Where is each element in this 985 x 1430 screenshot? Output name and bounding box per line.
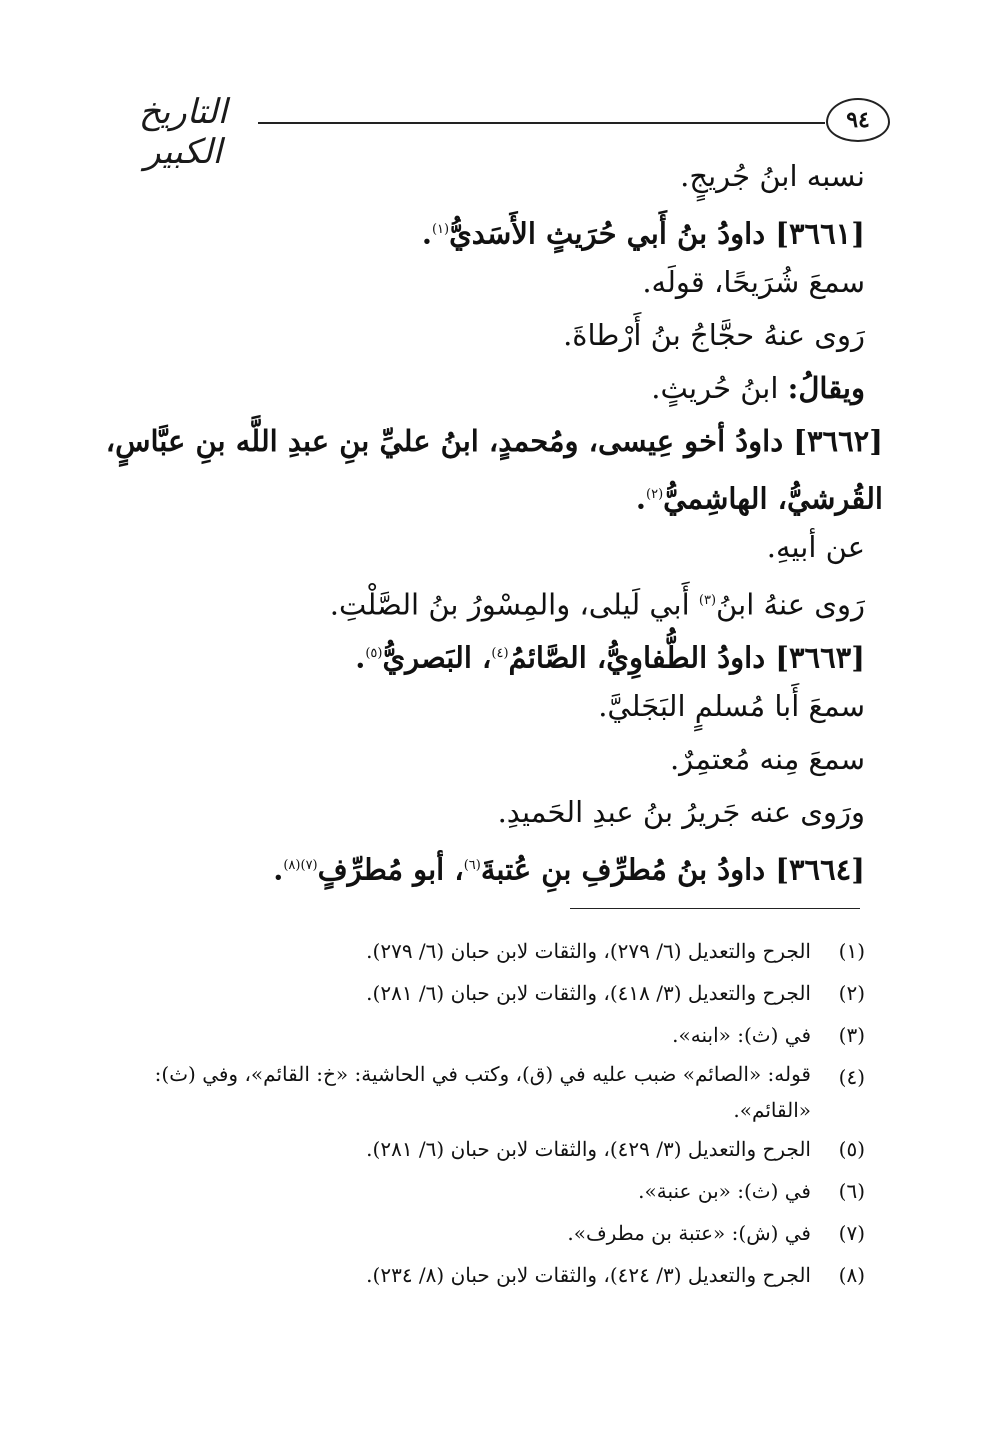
entry-3663: [٣٦٦٣] داودُ الطُّفاوِيُّ، الصَّائمُ$^{(٤)}$، البَصريُّ$^{(٥)}$. — [355, 640, 865, 675]
entry-3662: [٣٦٦٢] داودُ أخو عِيسى، ومُحمدٍ، ابنُ عليِّ بنِ عبدِ اللَّه بنِ عبَّاسٍ، — [105, 424, 883, 458]
footnote-item: (٨) الجرح والتعديل (٣/ ٤٢٤)، والثقات لابن حبان (٨/ ٢٣٤). — [366, 1263, 865, 1287]
text-line: سمعَ مِنه مُعتمِرٌ. — [669, 742, 865, 776]
text-line: رَوى عنهُ حجَّاجُ بنُ أَرْطاةَ. — [563, 318, 865, 352]
footnote-ref: (٧)(٨) — [283, 858, 318, 873]
text-line: ويقالُ: ابنُ حُريثٍ. — [651, 371, 865, 405]
footnote-ref: (١) — [431, 222, 450, 237]
page-number-badge — [826, 98, 890, 142]
footnote-item: (١) الجرح والتعديل (٦/ ٢٧٩)، والثقات لابن حبان (٦/ ٢٧٩). — [366, 939, 865, 963]
main-text — [100, 150, 883, 892]
running-title: التاريخ الكبير — [138, 92, 228, 172]
footnote-item: (٦) في (ث): «بن عنبة». — [638, 1179, 865, 1203]
footnotes — [110, 930, 865, 1296]
footnote-separator — [570, 908, 860, 909]
entry-3661: [٣٦٦١] داودُ بنُ أَبي حُرَيثٍ الأَسَديُّ$^{(١)}$. — [421, 216, 865, 251]
text-line: سمعَ شُرَيحًا، قولَه. — [642, 265, 865, 299]
text-line: القُرشيُّ، الهاشِميُّ$^{(٢)}$. — [635, 481, 883, 516]
footnote-item: (٧) في (ش): «عتبة بن مطرف». — [567, 1221, 865, 1245]
footnote-ref: (٣) — [698, 593, 717, 608]
entry-3664: [٣٦٦٤] داودُ بنُ مُطرِّفِ بنِ عُتبةَ$^{(٦)}$، أبو مُطرِّفٍ$^{(٧)(٨)}$. — [273, 852, 865, 887]
text-line: عن أبيهِ. — [766, 530, 865, 564]
footnote-ref: (٤) — [491, 646, 509, 661]
page-number: ٩٤ — [846, 107, 870, 133]
header-rule — [258, 122, 825, 124]
footnote-ref: (٢) — [646, 487, 664, 502]
footnote-item: (٥) الجرح والتعديل (٣/ ٤٢٩)، والثقات لابن حبان (٦/ ٢٨١). — [366, 1137, 865, 1161]
footnote-item: (٤) قوله: «الصائم» ضبب عليه في (ق)، وكتب في الحاشية: «خ: القائم»، وفي (ث): «القائم». — [154, 1062, 865, 1122]
footnote-item: (٢) الجرح والتعديل (٣/ ٤١٨)، والثقات لابن حبان (٦/ ٢٨١). — [366, 981, 865, 1005]
text-line: ورَوى عنه جَريرُ بنُ عبدِ الحَميدِ. — [497, 795, 865, 829]
text-line: سمعَ أَبا مُسلمٍ البَجَليَّ. — [598, 689, 865, 723]
text-line: نسبه ابنُ جُريجٍ. — [680, 159, 865, 193]
footnote-item: (٣) في (ث): «ابنه». — [672, 1023, 865, 1047]
text-line: رَوى عنهُ ابنُ$^{(٣)}$ أَبي لَيلى، والمِسْورُ بنُ الصَّلْتِ. — [329, 587, 865, 622]
footnote-ref: (٥) — [365, 646, 383, 661]
footnote-ref: (٦) — [463, 858, 481, 873]
